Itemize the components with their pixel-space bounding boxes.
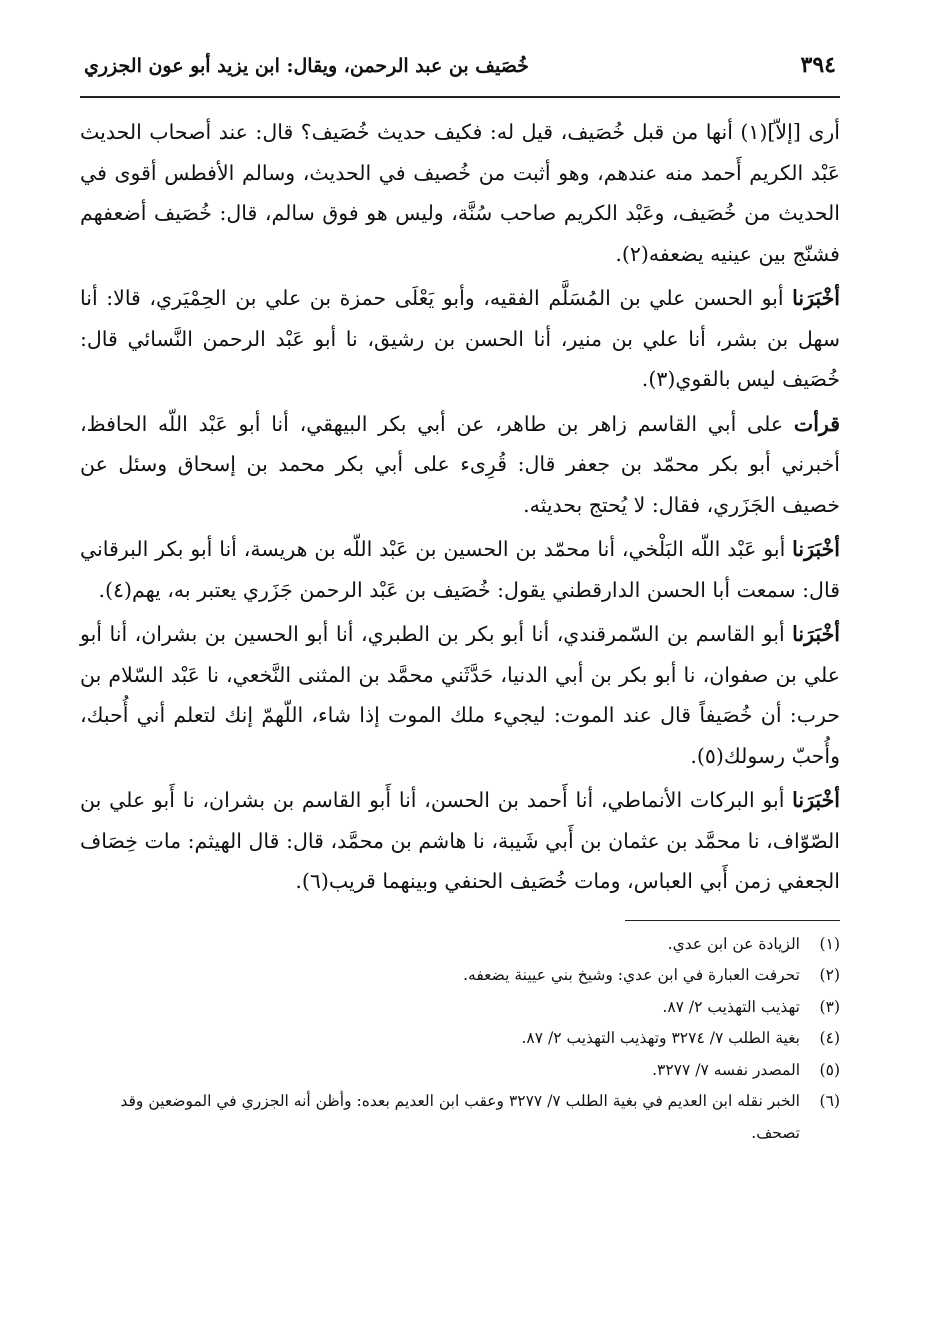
paragraph: قرأت على أبي القاسم زاهر بن طاهر، عن أبي بكر البيهقي، أنا أبو عَبْد اللّه الحافظ، أخبرني أبو بكر محمّد بن جعفر قال: قُرِىء على أبي بكر محمد بن إسحاق وسئل عن خصيف الجَزَري، فقال: لا يُحتج بحديثه.: [80, 411, 840, 517]
footnote: (٢) تحرفت العبارة في ابن عدي: وشيخ بني عيينة يضعفه.: [463, 966, 840, 984]
footnote: (٤) بغية الطلب ٧/ ٣٢٧٤ وتهذيب التهذيب ٢/ ٨٧.: [521, 1029, 840, 1047]
paragraph-lead: أخْبَرَنا: [792, 286, 840, 310]
running-title: خُصَيف بن عبد الرحمن، ويقال: ابن يزيد أبو عون الجزري: [84, 55, 529, 77]
footnote: (٣) تهذيب التهذيب ٢/ ٨٧.: [662, 997, 840, 1016]
footnote-divider: [625, 920, 840, 921]
paragraph: أخْبَرَنا أبو الحسن علي بن المُسَلَّم الفقيه، وأبو يَعْلَى حمزة بن علي بن الحِمْيَري، قالا: أنا سهل بن بشر، أنا علي بن منير، أنا الحسن بن رشيق، نا أبو عَبْد الرحمن النَّسائي قال: خُصَيف ليس بالقوي(٣).: [80, 286, 840, 391]
footnote: (٦) الخبر نقله ابن العديم في بغية الطلب ٧/ ٣٢٧٧ وعقب ابن العديم بعده: وأظن أنه الجزري في الموضعين وقد تصحف.: [120, 1092, 840, 1142]
book-page: [80, 52, 840, 1149]
footnote: (١) الزيادة عن ابن عدي.: [667, 934, 840, 953]
page-number: ٣٩٤: [800, 52, 836, 78]
paragraph: أرى [إلاّ](١) أنها من قبل خُصَيف، قيل له: فكيف حديث خُصَيف؟ قال: عند أصحاب الحديث عَبْد الكريم أَحمد منه عندهم، وهو أثبت من خُصيف في الحديث، وسالم الأفطس أقوى في الحديث من خُصَيف، وعَبْد الكريم صاحب سُنَّة، وليس هو فوق سالم، قال: خُصَيف أضعفهم فشنّج بين عينيه يضعفه(٢).: [80, 120, 840, 266]
footnotes: [80, 929, 840, 1150]
paragraph-lead: أخْبَرَنا: [792, 788, 840, 812]
footnote: (٥) المصدر نفسه ٧/ ٣٢٧٧.: [652, 1060, 840, 1079]
paragraph: أخْبَرَنا أبو القاسم بن السّمرقندي، أنا أبو بكر بن الطبري، أنا أبو الحسين بن بشران، أنا أبو علي بن صفوان، نا أبو بكر بن أبي الدنيا، حَدَّثَني محمَّد بن المثنى النَّخعي، نا عَبْد السّلام بن حرب: أن خُصَيفاً قال عند الموت: ليجيء ملك الموت إذا شاء، اللّهمّ إنك لتعلم أني أُحبك، وأُحبّ رسولك(٥).: [80, 622, 840, 768]
paragraph-lead: قرأت: [793, 411, 840, 436]
paragraph: أخْبَرَنا أبو البركات الأنماطي، أنا أَحمد بن الحسن، أنا أَبو القاسم بن بشران، نا أَبو علي بن الصّوّاف، نا محمَّد بن عثمان بن أَبي شَيبة، نا هاشم بن محمَّد، قال: قال الهيثم: مات خِصَاف الجعفي زمن أَبي العباس، ومات خُصَيف الحنفي وبينهما قريب(٦).: [80, 788, 840, 893]
paragraph: أخْبَرَنا أبو عَبْد اللّه البَلْخي، أنا محمّد بن الحسين بن عَبْد اللّه بن هريسة، أنا أبو بكر البرقاني قال: سمعت أبا الحسن الدارقطني يقول: خُصَيف بن عَبْد الرحمن جَزَري يعتبر به، يهم(٤).: [80, 537, 840, 602]
running-header: [80, 52, 840, 98]
paragraph-lead: أخْبَرَنا: [792, 537, 840, 561]
paragraph-lead: أخْبَرَنا: [792, 622, 840, 646]
main-text: [80, 112, 840, 902]
